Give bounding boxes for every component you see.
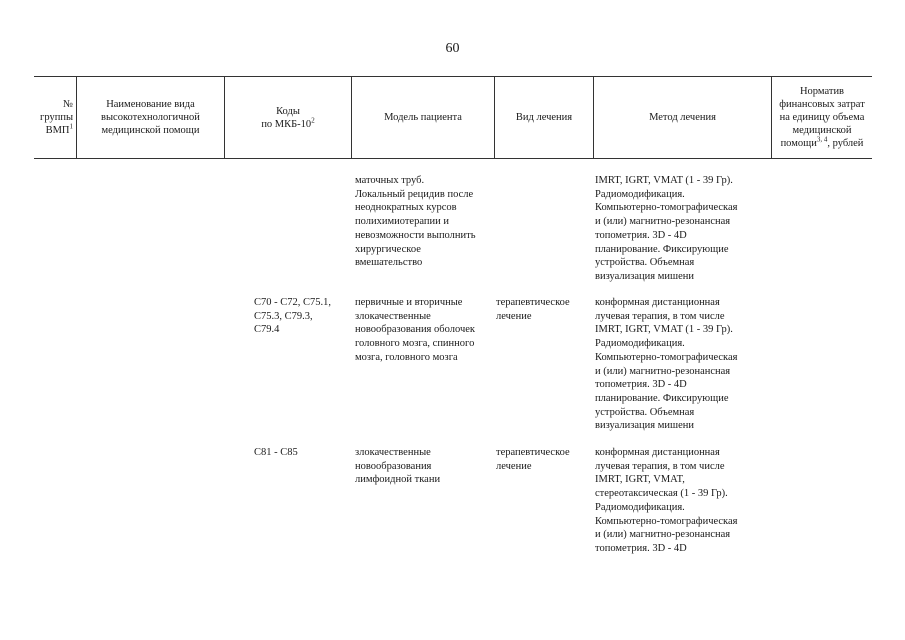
header-patient-model: Модель пациента [384, 112, 462, 123]
header-bottom-rule [34, 158, 872, 159]
patient-model-cell: злокачественные новообразования лимфоидной ткани [355, 447, 441, 486]
header-care-type-name: Наименование вида высокотехнологичной медицинской помощи [101, 99, 200, 136]
header-icd-codes: Коды по МКБ-$10^2$ [261, 105, 315, 130]
header-cost-norm: Норматив финансовых затрат на единицу объема медицинской помощи$^{3, 4}$, рублей [779, 86, 865, 149]
header-treatment-type: Вид лечения [515, 112, 573, 123]
treatment-method-cell: конформная дистанционная лучевая терапия, в том числе IMRT, IGRT, VMAT, стереотаксическая (1 - 39 Гр). Радиомодификация. Компьютерно-томографическая и (или) магнитно-резонансная топометрия. 3D - 4D [595, 447, 738, 554]
treatment-method-cell: конформная дистанционная лучевая терапия, в том числе IMRT, IGRT, VMAT (1 - 39 Гр). Радиомодификация. Компьютерно-томографическая и (или) магнитно-резонансная топометрия. 3D - 4D планирование. Фиксирующие устройства. Объемная визуализация мишени [595, 297, 738, 432]
header-treatment-method: Метод лечения [649, 112, 716, 123]
header-group-number: № группы ВМП$^1$ [40, 99, 73, 136]
patient-model-cell: первичные и вторичные злокачественные новообразования оболочек головного мозга, спинного мозга, головного мозга [355, 297, 475, 363]
patient-model-cell: маточных труб. Локальный рецидив после неоднократных курсов полихимиотерапии и невозможности выполнить хирургическое вмешательство [355, 175, 476, 269]
treatment-type-cell: терапевтическое лечение [496, 447, 570, 472]
treatment-type-cell: терапевтическое лечение [496, 297, 570, 322]
icd-codes-cell: C81 - C85 [254, 447, 298, 458]
page-number: 60 [445, 41, 460, 56]
icd-codes-cell: C70 - C72, C75.1, C75.3, C79.3, C79.4 [254, 297, 332, 336]
treatment-method-cell: IMRT, IGRT, VMAT (1 - 39 Гр). Радиомодификация. Компьютерно-томографическая и (или) магнитно-резонансная топометрия. 3D - 4D планирование. Фиксирующие устройства. Объемная визуализация мишени [595, 175, 738, 282]
